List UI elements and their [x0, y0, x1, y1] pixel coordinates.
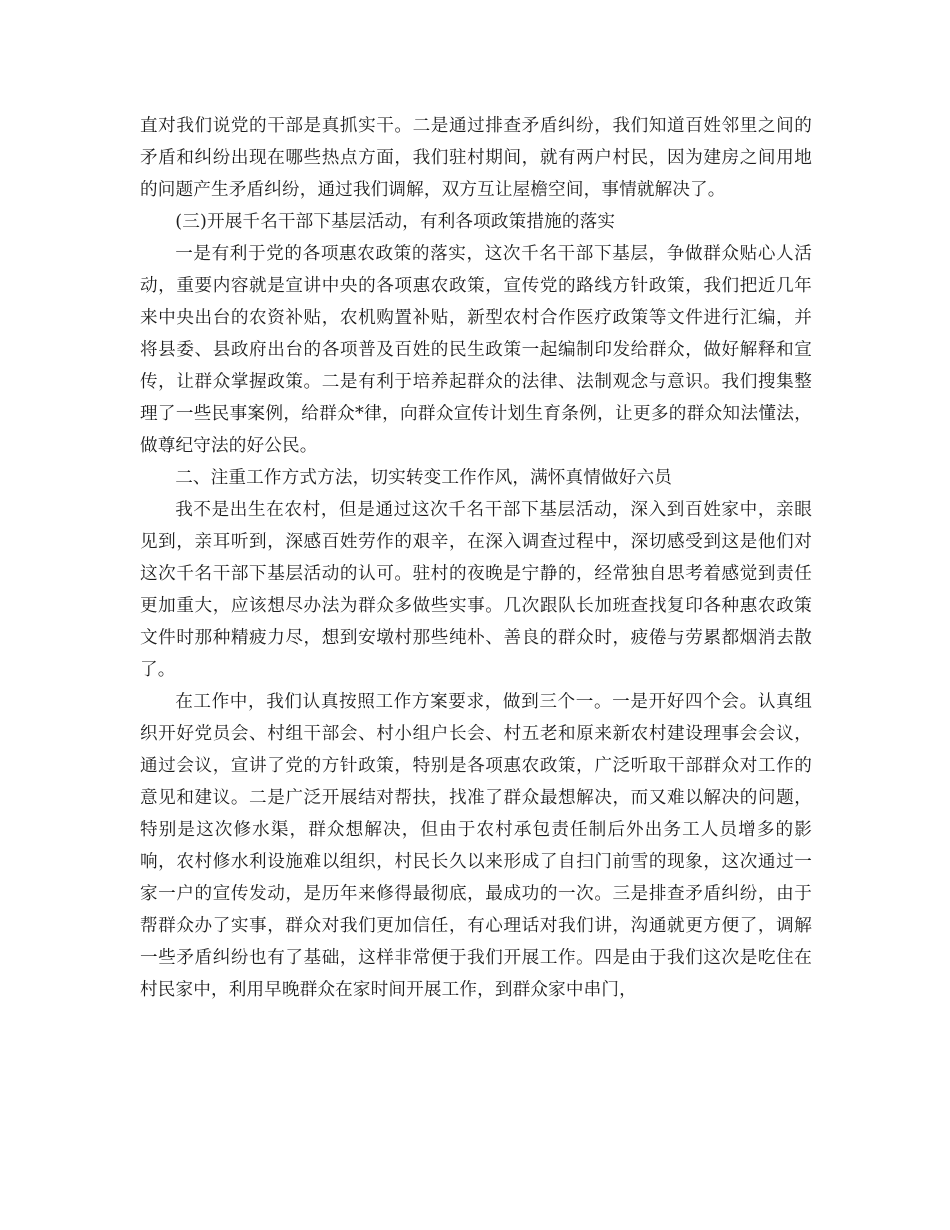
- paragraph-work: 在工作中，我们认真按照工作方案要求，做到三个一。一是开好四个会。认真组织开好党员会、村组干部会、村小组户长会、村五老和原来新农村建设理事会会议，通过会议，宣讲了党的方针政策，特别是各项惠农政策，广泛听取干部群众对工作的意见和建议。二是广泛开展结对帮扶，找准了群众最想解决，而又难以解决的问题，特别是这次修水渠，群众想解决，但由于农村承包责任制后外出务工人员增多的影响，农村修水利设施难以组织，村民长久以来形成了自扫门前雪的现象，这次通过一家一户的宣传发动，是历年来修得最彻底，最成功的一次。三是排查矛盾纠纷，由于帮群众办了实事，群众对我们更加信任，有心理话对我们讲，沟通就更方便了，调解一些矛盾纠纷也有了基础，这样非常便于我们开展工作。四是由于我们这次是吃住在村民家中，利用早晚群众在家时间开展工作，到群众家中串门，: [140, 692, 812, 1000]
- section-heading-2: 二、注重工作方式方法，切实转变工作作风，满怀真情做好六员: [175, 468, 673, 488]
- document-body: [140, 110, 812, 1006]
- paragraph-experience: 我不是出生在农村，但是通过这次千名干部下基层活动，深入到百姓家中，亲眼见到，亲耳听到，深感百姓劳作的艰辛，在深入调查过程中，深切感受到这是他们对这次千名干部下基层活动的认可。驻村的夜晚是宁静的，经常独自思考着感觉到责任更加重大，应该想尽办法为群众多做些实事。几次跟队长加班查找复印各种惠农政策文件时那种精疲力尽，想到安墩村那些纯朴、善良的群众时，疲倦与劳累都烟消去散了。: [140, 500, 812, 680]
- paragraph-policy: 一是有利于党的各项惠农政策的落实，这次千名干部下基层，争做群众贴心人活动，重要内容就是宣讲中央的各项惠农政策，宣传党的路线方针政策，我们把近几年来中央出台的农资补贴，农机购置补贴，新型农村合作医疗政策等文件进行汇编，并将县委、县政府出台的各项普及百姓的民生政策一起编制印发给群众，做好解释和宣传，让群众掌握政策。二是有利于培养起群众的法律、法制观念与意识。我们搜集整理了一些民事案例，给群众*律，向群众宣传计划生育条例，让更多的群众知法懂法，做尊纪守法的好公民。: [140, 244, 812, 456]
- paragraph-continuation: 直对我们说党的干部是真抓实干。二是通过排查矛盾纠纷，我们知道百姓邻里之间的矛盾和纠纷出现在哪些热点方面，我们驻村期间，就有两户村民，因为建房之间用地的问题产生矛盾纠纷，通过我们调解，双方互让屋檐空间，事情就解决了。: [140, 116, 812, 200]
- section-heading-3: (三)开展千名干部下基层活动，有利各项政策措施的落实: [175, 212, 616, 232]
